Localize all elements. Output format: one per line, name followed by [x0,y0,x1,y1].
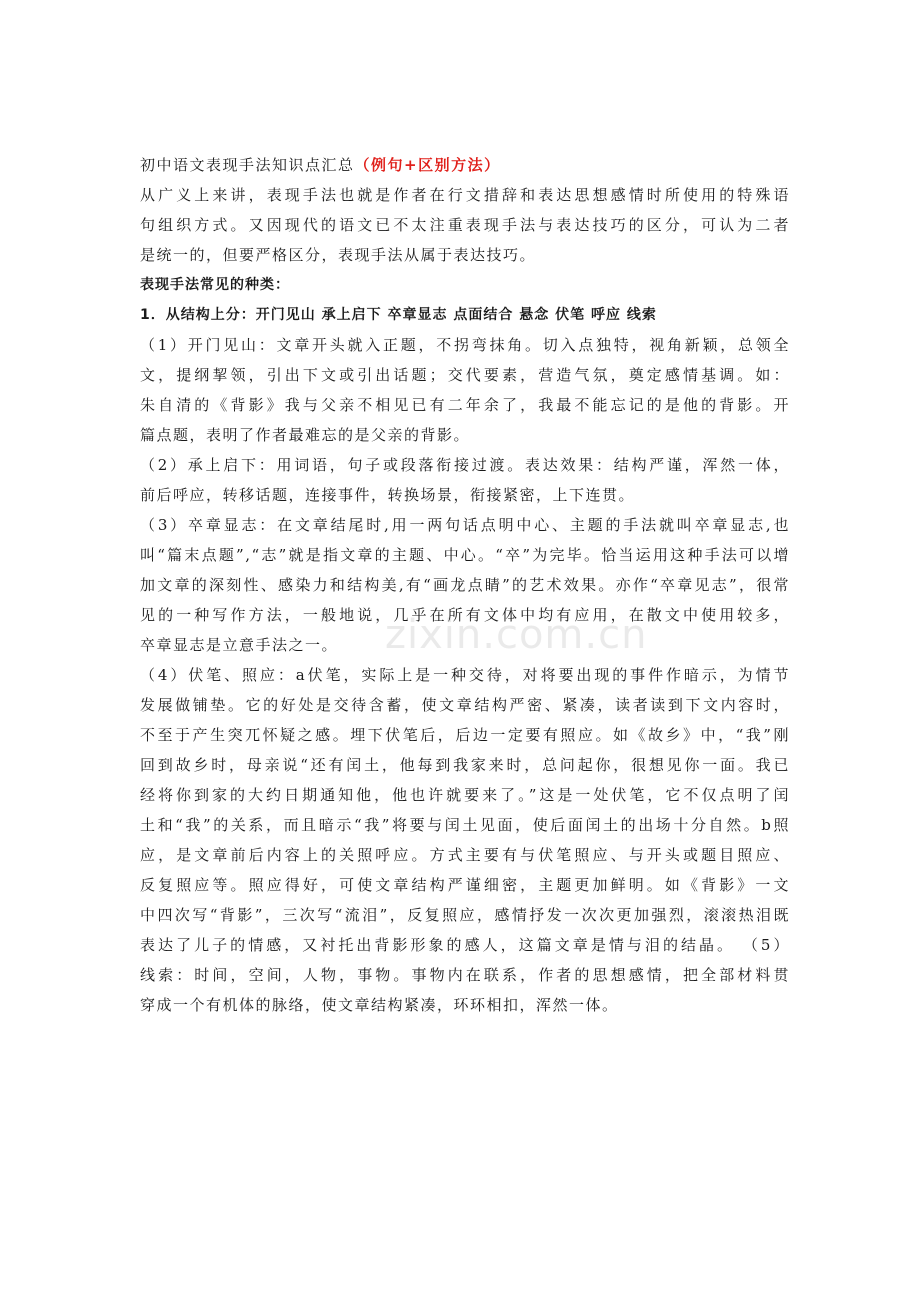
paragraph-line: 反复照应等。照应得好，可使文章结构严谨细密，主题更加鲜明。如《背影》一文 [140,876,790,894]
paragraph-line: 文，提纲挈领，引出下文或引出话题；交代要素，营造气氛，奠定感情基调。如： [140,366,790,384]
document-page [140,150,790,1020]
paragraph-line: 朱自清的《背影》我与父亲不相见已有二年余了，我最不能忘记的是他的背影。开 [140,396,790,414]
paragraph-line: 应，是文章前后内容上的关照呼应。方式主要有与伏笔照应、与开头或题目照应、 [140,846,790,864]
intro-line: 从广义上来讲，表现手法也就是作者在行文措辞和表达思想感情时所使用的特殊语 [140,186,790,204]
title-highlight: （例句+区别方法） [354,156,501,174]
paragraph-line: 不至于产生突兀怀疑之感。埋下伏笔后，后边一定要有照应。如《故乡》中，“我”刚 [140,726,790,744]
paragraph-line: 加文章的深刻性、感染力和结构美,有“画龙点睛”的艺术效果。亦作“卒章见志”，很常 [140,576,790,594]
subsection-heading: 1．从结构上分：开门见山 承上启下 卒章显志 点面结合 悬念 伏笔 呼应 线索 [140,307,657,323]
paragraph-line: 篇点题，表明了作者最难忘的是父亲的背影。 [140,426,471,444]
paragraph-line: 发展做铺垫。它的好处是交待含蓄，使文章结构严密、紧凑，读者读到下文内容时， [140,696,790,714]
paragraph-line: 中四次写“背影”，三次写“流泪”，反复照应，感情抒发一次次更加强烈，滚滚热泪既 [140,906,790,924]
paragraph-line: 前后呼应，转移话题，连接事件，转换场景，衔接紧密，上下连贯。 [140,486,636,504]
paragraph-line: 表达了儿子的情感，又衬托出背影形象的感人，这篇文章是情与泪的结晶。 （5） [140,936,790,954]
paragraph-line: 经将你到家的大约日期通知他，他也许就要来了。”这是一处伏笔，它不仅点明了闰 [140,786,790,804]
paragraph-line: （1）开门见山：文章开头就入正题，不拐弯抹角。切入点独特，视角新颖，总领全 [140,336,790,354]
paragraph-line: 线索：时间，空间，人物，事物。事物内在联系，作者的思想感情，把全部材料贯 [140,966,790,984]
document-title [140,150,790,180]
paragraph-line: （3）卒章显志：在文章结尾时,用一两句话点明中心、主题的手法就叫卒章显志,也 [140,516,790,534]
paragraph-line: 回到故乡时，母亲说“还有闰土，他每到我家来时，总问起你，很想见你一面。我已 [140,756,790,774]
paragraph-line: 穿成一个有机体的脉络，使文章结构紧凑，环环相扣，浑然一体。 [140,996,619,1014]
paragraph-line: 见的一种写作方法，一般地说，几乎在所有文体中均有应用，在散文中使用较多， [140,606,790,624]
intro-line: 是统一的，但要严格区分，表现手法从属于表达技巧。 [140,246,537,264]
section-heading: 表现手法常见的种类： [140,277,290,293]
title-main: 初中语文表现手法知识点汇总 [140,156,355,174]
paragraph-line: 土和“我”的关系，而且暗示“我”将要与闰土见面，使后面闰土的出场十分自然。b照 [140,816,790,834]
paragraph-line: 叫“篇末点题”,“志”就是指文章的主题、中心。“卒”为完毕。恰当运用这种手法可以增 [140,546,790,564]
paragraph-line: （4）伏笔、照应：a伏笔，实际上是一种交待，对将要出现的事件作暗示，为情节 [140,666,790,684]
paragraph-line: 卒章显志是立意手法之一。 [140,636,339,654]
watermark: zixin.com.cn [385,612,648,658]
intro-line: 句组织方式。又因现代的语文已不太注重表现手法与表达技巧的区分，可认为二者 [140,216,790,234]
paragraph-line: （2）承上启下：用词语，句子或段落衔接过渡。表达效果：结构严谨，浑然一体， [140,456,790,474]
